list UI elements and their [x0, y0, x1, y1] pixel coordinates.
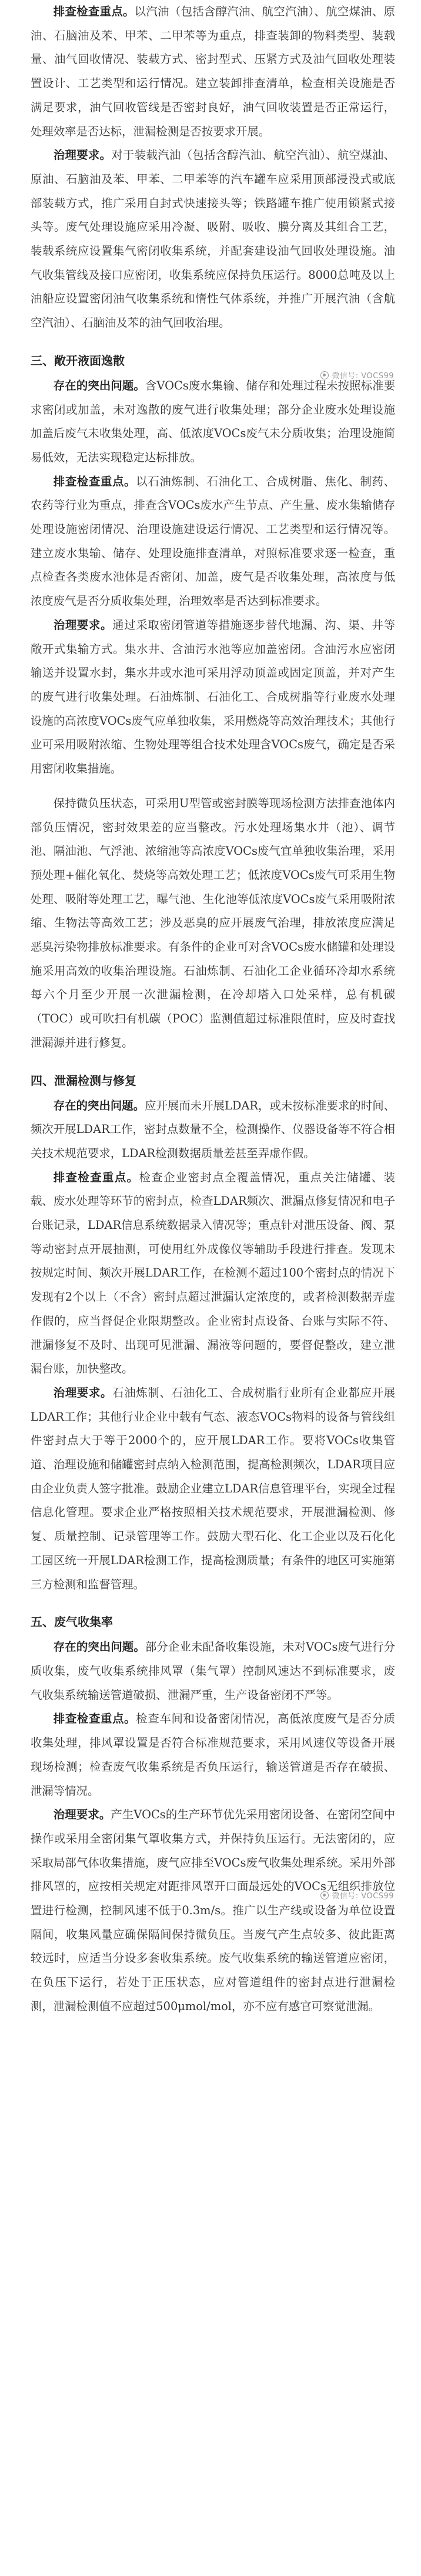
paragraph-label: 治理要求。	[53, 1808, 111, 1822]
paragraph	[31, 374, 395, 470]
section-gas-collection	[31, 1612, 395, 2018]
paragraph-label: 存在的突出问题。	[53, 1640, 145, 1654]
paragraph	[31, 1094, 395, 1166]
paragraph-text: 对于装载汽油（包括含醇汽油、航空汽油）、航空煤油、原油、石脑油及苯、甲苯、二甲苯等的汽车罐车应采用顶部浸没式或底部装载方式，推广采用自封式快速接头等；铁路罐车推广使用锁紧式接头等。废气处理设施应采用冷凝、吸附、吸收、膜分离及其组合工艺，装载系统应设置集气密闭收集系统，并配套建设油气回收处理设施。油气收集管线及接口应密闭，收集系统应保持负压运行。8000总吨及以上油船应设置密闭油气收集系统和惰性气体系统，并推广开展汽油（含航空汽油）、石脑油及苯的油气回收治理。	[31, 148, 395, 330]
paragraph-text: 含VOCs废水集输、储存和处理过程未按照标准要求密闭或加盖，未对逸散的废气进行收集处理；部分企业废水处理设施加盖后废气未收集处理，高、低浓度VOCs废气未分质收集；治理设施简易低效，无法实现稳定达标排放。	[31, 378, 395, 464]
wechat-icon	[320, 371, 329, 379]
paragraph-text: 石油炼制、石油化工、合成树脂行业所有企业都应开展LDAR工作；其他行业企业中载有气态、液态VOCs物料的设备与管线组件密封点大于等于2000个的，应开展LDAR工作。要将VOCs收集管道、治理设施和储罐密封点纳入检测范围，提高检测频次，LDAR项目应由企业负责人签字批准。鼓励企业建立LDAR信息管理平台，实现全过程信息化管理。要求企业严格按照相关技术规范要求，开展泄漏检测、修复、质量控制、记录管理等工作。鼓励大型石化、化工企业以及石化化工园区统一开展LDAR检测工作，提高检测质量；有条件的地区可实施第三方检测和监督管理。	[31, 1385, 396, 1591]
paragraph-text: 部分企业未配备收集设施，未对VOCs废气进行分质收集，废气收集系统排风罩（集气罩）控制风速达不到标准要求，废气收集系统输送管道破损、泄漏严重，生产设备密闭不严等。	[31, 1640, 395, 1702]
paragraph	[31, 0, 395, 144]
section-heading: 三、敞开液面逸散	[31, 353, 125, 368]
watermark-text: 微信号: VOCS99	[332, 1892, 394, 1901]
paragraph-label: 存在的突出问题。	[53, 1098, 145, 1112]
paragraph-text: 保持微负压状态，可采用U型管或密封膜等现场检测方法排查池体内部负压情况，密封效果差的应当整改。污水处理场集水井（池）、调节池、隔油池、气浮池、浓缩池等高浓度VOCs废气宜单独收集治理，采用预处理+催化氧化、焚烧等高效处理工艺；低浓度VOCs废气可采用生物处理、吸附等处理工艺，曝气池、生化池等低浓度VOCs废气采用吸附浓缩、生物法等高效工艺；涉及恶臭的应开展废气治理，排放浓度应满足恶臭污染物排放标准要求。有条件的企业可对含VOCs废水储罐和处理设施采用高效的收集治理设施。石油炼制、石油化工企业循环冷却水系统每六个月至少开展一次泄漏检测，在冷却塔入口处采样，总有机碳（TOC）或可吹扫有机碳（POC）监测值超过标准限值时，应及时查找泄漏源并进行修复。	[31, 796, 395, 1049]
paragraph-text: 以石油炼制、石油化工、合成树脂、焦化、制药、农药等行业为重点，排查含VOCs废水产生节点、产生量、废水集输储存处理设施密闭情况、治理设施建设运行情况、工艺类型和运行情况等。建立废水集输、储存、处理设施排查清单，对照标准要求逐一检查，重点检查各类废水池体是否密闭、加盖，废气是否收集处理，高浓度与低浓度废气是否分质收集处理，治理效率是否达到标准要求。	[31, 474, 395, 608]
paragraph-label: 排查检查重点。	[53, 474, 136, 488]
spacer	[31, 781, 395, 792]
paragraph-label: 存在的突出问题。	[53, 378, 145, 392]
paragraph	[31, 144, 395, 335]
paragraph-text: 产生VOCs的生产环节优先采用密闭设备、在密闭空间中操作或采用全密闭集气罩收集方式，并保持负压运行。无法密闭的，应采取局部气体收集措施，废气应排至VOCs废气收集处理系统。采用外部排风罩的，应按相关规定对距排风罩开口面最远处的VOCs无组织排放位置进行检测，控制风速不低于0.3m/s。推广以生产线或设备为单位设置隔间，收集风量应确保隔间保持微负压。当废气产生点较多、彼此距离较远时，应适当分设多套收集系统。废气收集系统的输送管道应密闭，在负压下运行，若处于正压状态，应对管道组件的密封点进行泄漏检测，泄漏检测值不应超过500μmol/mol，亦不应有感官可察觉泄漏。	[31, 1808, 396, 2013]
paragraph	[31, 1707, 395, 1803]
section-continuation	[31, 792, 395, 1055]
watermark-text: 微信号: VOCS99	[332, 372, 394, 381]
watermark	[320, 369, 394, 381]
section-loading	[31, 0, 395, 335]
paragraph-text: 检查车间和设备密闭情况，高低浓度废气是否分质收集处理，排风罩设置是否符合标准规范要求，采用风速仪等设备开展现场检测；检查废气收集系统是否负压运行，输送管道是否存在破损、泄漏等情况。	[31, 1712, 395, 1798]
section-open-liquid-surface	[31, 351, 395, 781]
paragraph	[31, 1803, 395, 2018]
paragraph	[31, 1381, 395, 1597]
paragraph-label: 治理要求。	[53, 148, 112, 162]
paragraph-label: 排查检查重点。	[53, 1712, 136, 1726]
paragraph-label: 排查检查重点。	[53, 5, 135, 18]
paragraph	[31, 792, 395, 1055]
section-heading: 四、泄漏检测与修复	[31, 1073, 136, 1088]
wechat-icon	[320, 1891, 329, 1899]
paragraph-text: 检查企业密封点全覆盖情况，重点关注储罐、装载、废水处理等环节的密封点，检查LDAR频次、泄漏点修复情况和电子台账记录，LDAR信息系统数据录入情况等；重点针对泄压设备、阀、泵等动密封点开展抽测，可使用红外成像仪等辅助手段进行排查。发现未按规定时间、频次开展LDAR工作，在检测不超过100个密封点的情况下发现有2个以上（不含）密封点超过泄漏认定浓度的，或者检测数据弄虚作假的，应当督促企业限期整改。企业密封点设备、台账与实际不符、泄漏修复不及时、出现可见泄漏、漏液等问题的，要督促整改，建立泄漏台账，加快整改。	[31, 1170, 396, 1376]
paragraph	[31, 1635, 395, 1707]
paragraph	[31, 1166, 395, 1381]
paragraph-label: 治理要求。	[53, 1385, 113, 1399]
paragraph-label: 治理要求。	[53, 618, 113, 632]
watermark	[320, 1889, 394, 1901]
paragraph-text: 以汽油（包括含醇汽油、航空汽油）、航空煤油、原油、石脑油及苯、甲苯、二甲苯等为重点，排查装卸的物料类型、装载量、油气回收情况、装载方式、密封型式、压紧方式及油气回收处理装置设计、工艺类型和运行情况。建立装卸排查清单，检查相关设施是否满足要求，油气回收管线是否密封良好，油气回收装置是否正常运行，处理效率是否达标，泄漏检测是否按要求开展。	[31, 5, 395, 138]
section-ldar	[31, 1071, 395, 1597]
section-heading: 五、废气收集率	[31, 1615, 113, 1629]
paragraph	[31, 470, 395, 614]
paragraph-text: 通过采取密闭管道等措施逐步替代地漏、沟、渠、井等敞开式集输方式。集水井、含油污水池等应加盖密闭。含油污水应密闭输送并设置水封，集水井或水池可采用浮动顶盖或固定顶盖，并对产生的废气进行收集处理。石油炼制、石油化工、合成树脂等行业废水处理设施的高浓度VOCs废气应单独收集，采用燃烧等高效治理技术；其他行业可采用吸附浓缩、生物处理等组合技术处理含VOCs废气，确定是否采用密闭收集措施。	[31, 618, 396, 776]
paragraph-label: 排查检查重点。	[53, 1170, 139, 1184]
paragraph	[31, 614, 395, 781]
paragraph-text: 应开展而未开展LDAR，或未按标准要求的时间、频次开展LDAR工作，密封点数量不全，检测操作、仪器设备等不符合相关技术规范要求，LDAR检测数据质量差甚至弄虚作假。	[31, 1098, 395, 1160]
